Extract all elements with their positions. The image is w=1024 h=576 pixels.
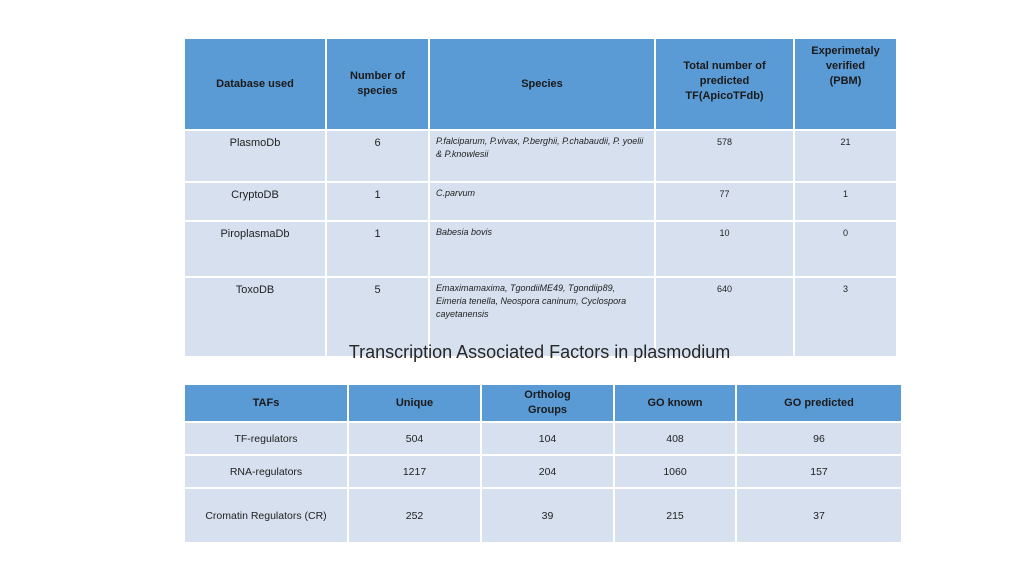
taf-cell: TF-regulators [184,422,348,455]
species-count-cell: 5 [326,277,429,357]
database-table [183,37,898,358]
table-row [184,488,902,543]
taf-cell: Cromatin Regulators (CR) [184,488,348,543]
go-predicted-cell: 37 [736,488,902,543]
table-row [184,182,897,221]
verified-cell: 0 [794,221,897,277]
species-count-cell: 1 [326,221,429,277]
species-cell: C.parvum [429,182,655,221]
taf-table-header-row [184,384,902,422]
total-predicted-cell: 77 [655,182,794,221]
header-number-of-species: Number of species [326,38,429,130]
header-go-known: GO known [614,384,736,422]
database-table-header-row [184,38,897,130]
species-cell: P.falciparum, P.vivax, P.berghii, P.chabaudii, P. yoelii & P.knowlesii [429,130,655,182]
taf-table [183,383,903,544]
go-predicted-cell: 96 [736,422,902,455]
table-row [184,455,902,488]
unique-cell: 504 [348,422,481,455]
section-caption: Transcription Associated Factors in plasmodium [348,342,731,362]
db-cell: CryptoDB [184,182,326,221]
go-predicted-cell: 157 [736,455,902,488]
header-experimentally-verified: Experimetaly verified (PBM) [794,38,897,130]
verified-cell: 21 [794,130,897,182]
ortholog-cell: 204 [481,455,614,488]
table-row [184,130,897,182]
verified-cell: 1 [794,182,897,221]
species-cell: Babesia bovis [429,221,655,277]
table-row [184,422,902,455]
header-unique: Unique [348,384,481,422]
species-count-cell: 6 [326,130,429,182]
db-cell: PiroplasmaDb [184,221,326,277]
unique-cell: 1217 [348,455,481,488]
header-tafs: TAFs [184,384,348,422]
total-predicted-cell: 578 [655,130,794,182]
ortholog-cell: 104 [481,422,614,455]
header-database-used: Database used [184,38,326,130]
go-known-cell: 1060 [614,455,736,488]
species-cell: Emaximamaxima, TgondiiME49, Tgondiip89, Eimeria tenella, Neospora caninum, Cyclospora cayetanensis [429,277,655,357]
go-known-cell: 408 [614,422,736,455]
db-cell: ToxoDB [184,277,326,357]
header-species: Species [429,38,655,130]
header-ortholog-groups: Ortholog Groups [481,384,614,422]
header-go-predicted: GO predicted [736,384,902,422]
go-known-cell: 215 [614,488,736,543]
total-predicted-cell: 640 [655,277,794,357]
total-predicted-cell: 10 [655,221,794,277]
table-row [184,221,897,277]
species-count-cell: 1 [326,182,429,221]
unique-cell: 252 [348,488,481,543]
db-cell: PlasmoDb [184,130,326,182]
verified-cell: 3 [794,277,897,357]
taf-cell: RNA-regulators [184,455,348,488]
ortholog-cell: 39 [481,488,614,543]
header-total-predicted: Total number of predicted TF(ApicoTFdb) [655,38,794,130]
